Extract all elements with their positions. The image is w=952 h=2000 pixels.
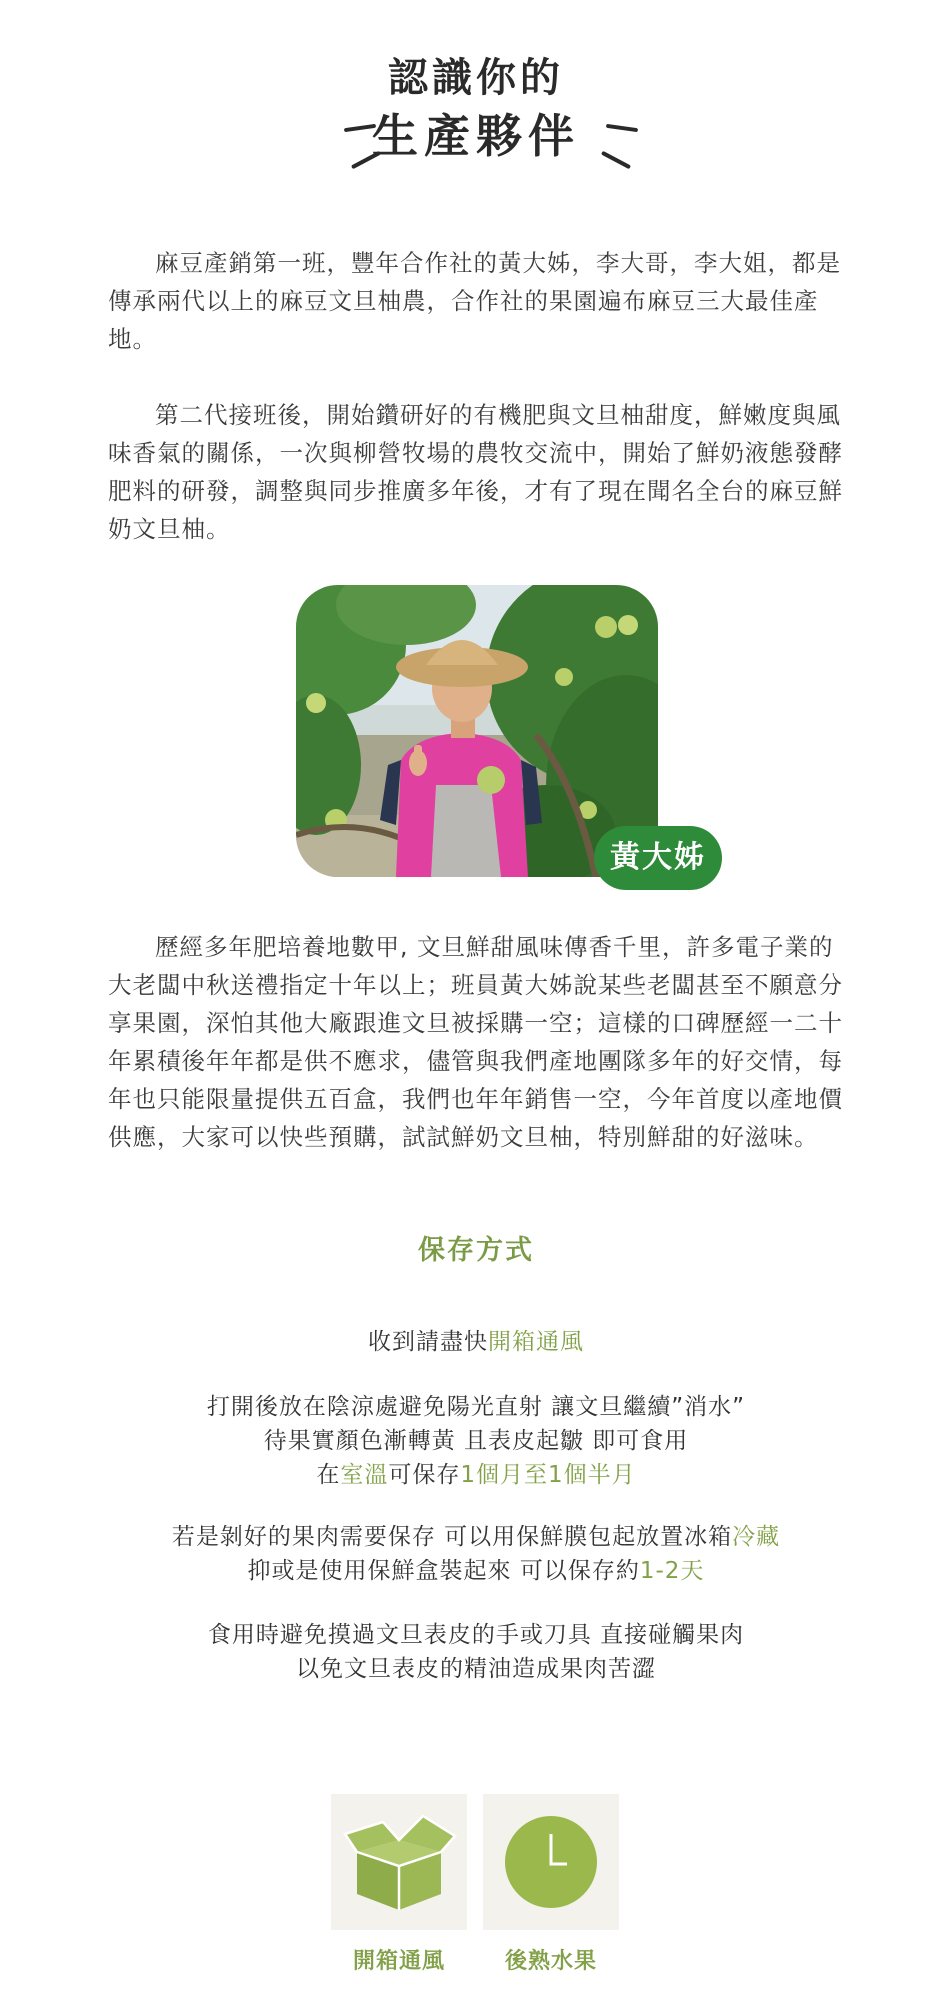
heading-line-1: 認識你的	[388, 55, 564, 101]
storage-block-4	[0, 1618, 952, 1686]
storage-text: 在	[316, 1462, 341, 1488]
storage-line: 以免文旦表皮的精油造成果肉苦澀	[296, 1656, 656, 1682]
storage-text: 抑或是使用保鮮盒裝起來 可以保存約	[247, 1558, 640, 1584]
storage-line	[0, 1520, 952, 1554]
storage-highlight: 冷藏	[732, 1524, 781, 1550]
storage-title: 保存方式	[418, 1235, 534, 1266]
storage-text: 可保存	[388, 1462, 461, 1488]
icon-label-ripen: 後熟水果	[504, 1949, 597, 1974]
storage-line: 食用時避免摸過文旦表皮的手或刀具 直接碰觸果肉	[207, 1622, 745, 1648]
clock-icon-tile	[483, 1794, 619, 1930]
storage-line: 打開後放在陰涼處避免陽光直射 讓文旦繼續”消水”	[206, 1394, 746, 1420]
storage-highlight: 1個月至1個半月	[460, 1462, 636, 1488]
storage-block-2	[0, 1390, 952, 1492]
intro-paragraph-2: 第二代接班後，開始鑽研好的有機肥與文旦柚甜度，鮮嫩度與風味香氣的關係，一次與柳營牧場的農牧交流中，開始了鮮奶液態發酵肥料的研發，調整與同步推廣多年後，才有了現在聞名全台的麻豆鮮奶文旦柚。	[108, 401, 843, 543]
storage-line: 待果實顏色漸轉黃 且表皮起皺 即可食用	[263, 1428, 689, 1454]
storage-highlight: 1-2天	[639, 1558, 705, 1584]
clock-icon	[483, 1794, 619, 1930]
box-icon-tile	[331, 1794, 467, 1930]
heading-line-2: 生產夥伴	[372, 109, 580, 163]
icon-label-open-box: 開箱通風	[352, 1949, 445, 1974]
box-icon	[331, 1794, 467, 1930]
storage-highlight: 室溫	[340, 1462, 389, 1488]
storage-block-1	[0, 1325, 952, 1359]
section-heading	[0, 50, 952, 176]
storage-line	[0, 1554, 952, 1588]
storage-text: 若是剝好的果肉需要保存 可以用保鮮膜包起放置冰箱	[171, 1524, 733, 1550]
intro-paragraph-1: 麻豆產銷第一班，豐年合作社的黃大姊，李大哥，李大姐，都是傳承兩代以上的麻豆文旦柚農，合作社的果園遍布麻豆三大最佳產地。	[108, 249, 841, 353]
storage-block-3	[0, 1520, 952, 1588]
storage-text: 收到請盡快	[368, 1329, 488, 1355]
story-paragraph: 歷經多年肥培養地數甲, 文旦鮮甜風味傳香千里，許多電子業的大老闆中秋送禮指定十年以上；班員黃大姊說某些老闆甚至不願意分享果園，深怕其他大廠跟進文旦被採購一空；這樣的口碑歷經一二十年累積後年年都是供不應求，儘管與我們產地團隊多年的好交情，每年也只能限量提供五百盒，我們也年年銷售一空，今年首度以產地價供應，大家可以快些預購，試試鮮奶文旦柚，特別鮮甜的好滋味。	[108, 933, 843, 1151]
farmer-name-tag: 黃大姊	[594, 826, 722, 890]
storage-line	[0, 1458, 952, 1492]
storage-highlight: 開箱通風	[488, 1329, 584, 1355]
